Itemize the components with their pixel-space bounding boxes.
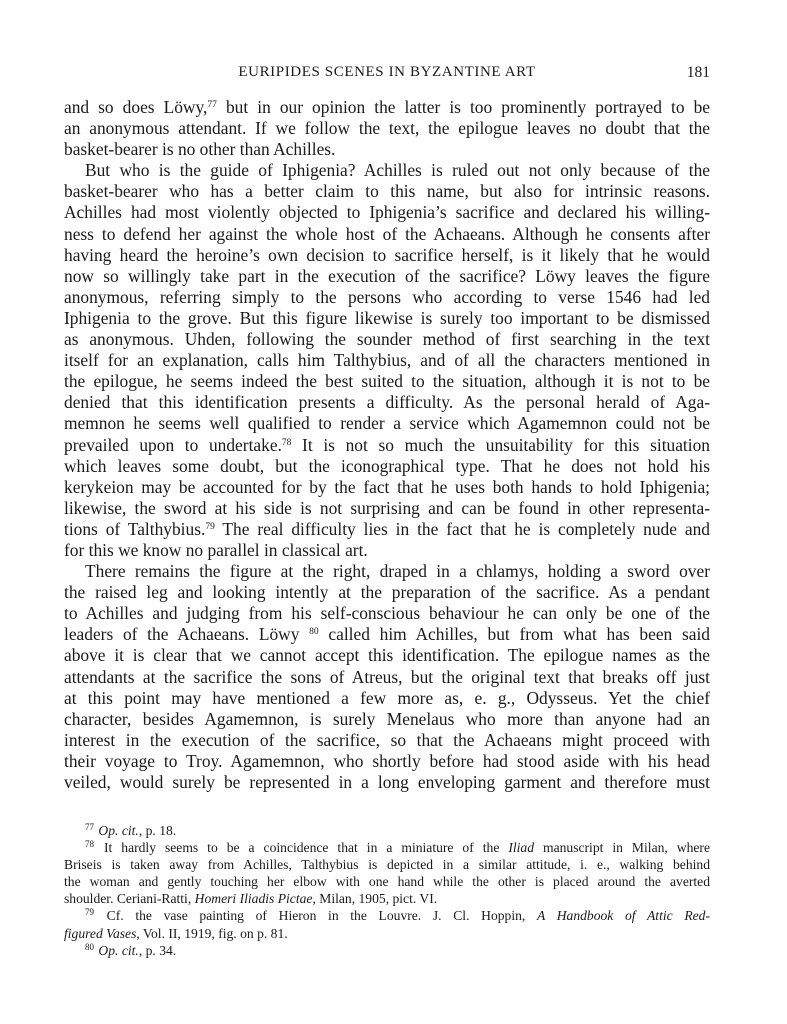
text-line: above it is clear that we cannot accept this identification. The epilogue names as the bbox=[64, 645, 710, 666]
text-line: having heard the heroine’s own decision to sacrifice herself, is it likely that he would bbox=[64, 244, 710, 265]
text-span: , Vol. II, 1919, fig. on p. 81. bbox=[136, 925, 288, 941]
text-span: The real difficulty lies in the fact that he is completely nude and bbox=[214, 518, 710, 539]
text-span: Cf. the vase painting of Hieron in the Louvre. J. Cl. Hoppin, bbox=[106, 908, 537, 924]
text-line: interest in the execution of the sacrifice, so that the Achaeans might proceed with bbox=[64, 729, 710, 750]
text-span: It is not so much the unsuitability for this situation bbox=[291, 434, 710, 455]
footnote-ref-80: 80 bbox=[309, 627, 319, 638]
text-line: memnon he seems well qualified to render a service which Agamemnon could not be bbox=[64, 413, 710, 434]
text-line: the raised leg and looking intently at the preparation of the sacrifice. As a pendant bbox=[64, 582, 710, 603]
footnotes bbox=[64, 822, 710, 959]
text-span: , p. 18. bbox=[138, 823, 177, 838]
text-line: the woman and gently touching her elbow with one hand while the other is placed around the averted bbox=[64, 874, 710, 890]
text-line: an anonymous attendant. If we follow the text, the epilogue leaves no doubt that the bbox=[64, 118, 710, 139]
text-line: as anonymous. Uhden, following the sounder method of first searching in the text bbox=[64, 329, 710, 350]
text-span: prevailed upon to undertake. bbox=[64, 434, 282, 455]
footnote-78 bbox=[64, 839, 710, 907]
footnote-79 bbox=[64, 907, 710, 941]
text-span: Op. cit. bbox=[98, 942, 139, 958]
text-line: for this we know no parallel in classical art. bbox=[64, 539, 368, 560]
text-line: kerykeion may be accounted for by the fact that he uses both hands to hold Iphigenia; bbox=[64, 476, 710, 497]
footnote-ref-77: 77 bbox=[207, 100, 217, 110]
text-span: , Milan, 1905, pict. VI. bbox=[312, 891, 438, 907]
text-line bbox=[64, 435, 710, 456]
text-span: shoulder. Ceriani-Ratti, bbox=[64, 891, 195, 907]
text-line: There remains the figure at the right, draped in a chlamys, holding a sword over bbox=[85, 561, 710, 582]
text-span: figured Vases bbox=[64, 925, 137, 941]
footnote-number: 80 bbox=[85, 941, 94, 952]
text-line: anonymous, referring simply to the persons who according to verse 1546 had led bbox=[64, 286, 710, 307]
footnote-ref-78: 78 bbox=[281, 437, 292, 448]
text-line: the epilogue, he seems indeed the best suited to the situation, although it is not to be bbox=[64, 371, 710, 392]
text-span: A Handbook of Attic Red- bbox=[536, 908, 710, 924]
text-line: Iphigenia to the grove. But this figure likewise is surely too important to be dismissed bbox=[64, 307, 710, 328]
text-line: likewise, the sword at his side is not surprising and can be found in other representa- bbox=[64, 497, 710, 518]
paragraph-1 bbox=[64, 97, 710, 160]
text-line: itself for an explanation, calls him Talthybius, and of all the characters mentioned in bbox=[64, 350, 710, 371]
text-span: called him Achilles, but from what has been said bbox=[318, 624, 710, 645]
text-line bbox=[64, 907, 710, 924]
text-span: tions of Talthybius. bbox=[64, 518, 206, 539]
text-span: manuscript in Milan, where bbox=[534, 840, 710, 856]
text-line bbox=[64, 890, 710, 907]
footnote-number: 77 bbox=[85, 822, 94, 832]
paragraph-3 bbox=[64, 561, 710, 793]
page-number: 181 bbox=[686, 64, 710, 81]
text-line: basket-bearer is no other than Achilles. bbox=[64, 139, 336, 160]
text-line: which leaves some doubt, but the iconographical type. That he does not hold his bbox=[64, 455, 710, 476]
text-line: veiled, would surely be represented in a long enveloping garment and therefore must bbox=[64, 772, 710, 792]
text-line bbox=[64, 822, 710, 839]
text-line: their voyage to Troy. Agamemnon, who shortly before had stood aside with his head bbox=[64, 750, 710, 771]
text-line bbox=[64, 97, 710, 118]
text-line: now so willingly take part in the execution of the sacrifice? Löwy leaves the figure bbox=[64, 265, 710, 286]
text-line bbox=[64, 839, 710, 856]
text-line: basket-bearer who has a better claim to this name, but also for intrinsic reasons. bbox=[64, 181, 710, 202]
text-line: attendants at the sacrifice the sons of Atreus, but the original text that breaks off just bbox=[64, 666, 710, 687]
text-span: Homeri Iliadis Pictae bbox=[194, 891, 313, 907]
text-span: but in our opinion the latter is too prominently portrayed to be bbox=[216, 97, 710, 117]
footnote-number: 78 bbox=[85, 839, 94, 850]
text-line: But who is the guide of Iphigenia? Achilles is ruled out not only because of the bbox=[85, 160, 710, 181]
text-span: , p. 34. bbox=[138, 942, 177, 958]
body-text bbox=[64, 97, 710, 793]
page-header bbox=[64, 64, 710, 86]
footnote-number: 79 bbox=[85, 907, 94, 918]
text-span: It hardly seems to be a coincidence that in a miniature of the bbox=[103, 840, 509, 856]
text-line: Achilles had most violently objected to Iphigenia’s sacrifice and declared his willing- bbox=[64, 202, 710, 223]
text-span: leaders of the Achaeans. Löwy bbox=[64, 624, 310, 645]
text-line: at this point may have mentioned a few more as, e. g., Odysseus. Yet the chief bbox=[64, 687, 710, 708]
text-span: Op. cit. bbox=[98, 823, 139, 838]
text-line bbox=[64, 942, 710, 959]
text-line: denied that this identification presents a difficulty. As the personal herald of Aga- bbox=[64, 392, 710, 413]
text-line: to Achilles and judging from his self-conscious behaviour he can only be one of the bbox=[64, 603, 710, 624]
text-line bbox=[64, 925, 710, 942]
text-line: ness to defend her against the whole host of the Achaeans. Although he consents after bbox=[64, 223, 710, 244]
text-span: and so does Löwy, bbox=[64, 97, 208, 117]
footnote-ref-79: 79 bbox=[205, 521, 215, 532]
footnote-77 bbox=[64, 822, 710, 839]
text-line: Briseis is taken away from Achilles, Talthybius is depicted in a similar attitude, i. e., walking behind bbox=[64, 857, 710, 873]
text-line bbox=[64, 519, 710, 540]
text-span: Iliad bbox=[508, 840, 535, 856]
text-line: character, besides Agamemnon, is surely Menelaus who more than anyone had an bbox=[64, 708, 710, 729]
running-head: EURIPIDES SCENES IN BYZANTINE ART bbox=[238, 64, 536, 80]
footnote-80 bbox=[64, 942, 710, 959]
paragraph-2 bbox=[64, 160, 710, 561]
text-line bbox=[64, 624, 710, 645]
